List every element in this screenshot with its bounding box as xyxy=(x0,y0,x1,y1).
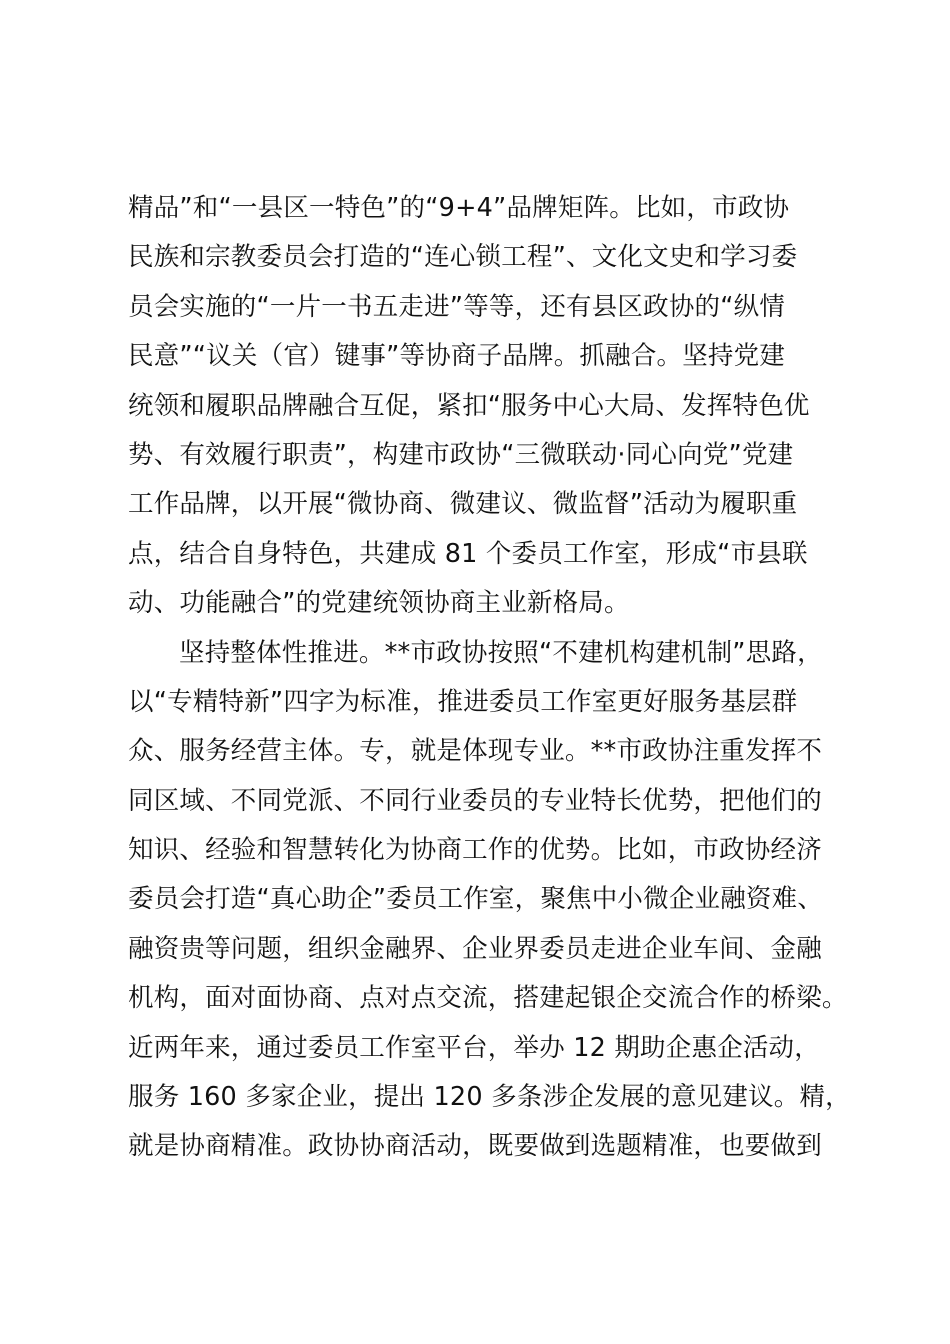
document-body xyxy=(128,184,868,1172)
text-line: 员会实施的“一片一书五走进”等等，还有县区政协的“纵情 xyxy=(128,291,786,322)
text-line: 融资贵等问题，组织金融界、企业界委员走进企业车间、金融 xyxy=(128,933,822,964)
paragraph xyxy=(128,629,868,1172)
text-line: 委员会打造“真心助企”委员工作室，聚焦中小微企业融资难、 xyxy=(128,884,824,915)
paragraph xyxy=(128,184,868,629)
text-line: 坚持整体性推进。**市政协按照“不建机构建机制”思路， xyxy=(179,637,823,668)
text-line: 势、有效履行职责”，构建市政协“三微联动·同心向党”党建 xyxy=(128,439,794,470)
text-line: 点，结合自身特色，共建成 81 个委员工作室，形成“市县联 xyxy=(128,538,808,569)
text-line: 服务 160 多家企业，提出 120 多条涉企发展的意见建议。精， xyxy=(128,1082,851,1113)
text-line: 民族和宗教委员会打造的“连心锁工程”、文化文史和学习委 xyxy=(128,242,798,273)
text-line: 以“专精特新”四字为标准，推进委员工作室更好服务基层群 xyxy=(128,686,798,717)
text-line: 工作品牌，以开展“微协商、微建议、微监督”活动为履职重 xyxy=(128,489,798,520)
text-line: 众、服务经营主体。专，就是体现专业。**市政协注重发挥不 xyxy=(128,736,823,767)
text-line: 近两年来，通过委员工作室平台，举办 12 期助企惠企活动， xyxy=(128,1032,820,1063)
text-line: 知识、经验和智慧转化为协商工作的优势。比如，市政协经济 xyxy=(128,835,822,866)
text-line: 就是协商精准。政协协商活动，既要做到选题精准，也要做到 xyxy=(128,1131,822,1162)
text-line: 机构，面对面协商、点对点交流，搭建起银企交流合作的桥梁。 xyxy=(128,983,848,1014)
text-line: 统领和履职品牌融合互促，紧扣“服务中心大局、发挥特色优 xyxy=(128,390,810,421)
text-line: 动、功能融合”的党建统领协商主业新格局。 xyxy=(128,588,630,619)
text-line: 民意”“议关（官）键事”等协商子品牌。抓融合。坚持党建 xyxy=(128,341,786,372)
text-line: 同区域、不同党派、不同行业委员的专业特长优势，把他们的 xyxy=(128,785,822,816)
text-line: 精品”和“一县区一特色”的“9+4”品牌矩阵。比如，市政协 xyxy=(128,193,790,223)
